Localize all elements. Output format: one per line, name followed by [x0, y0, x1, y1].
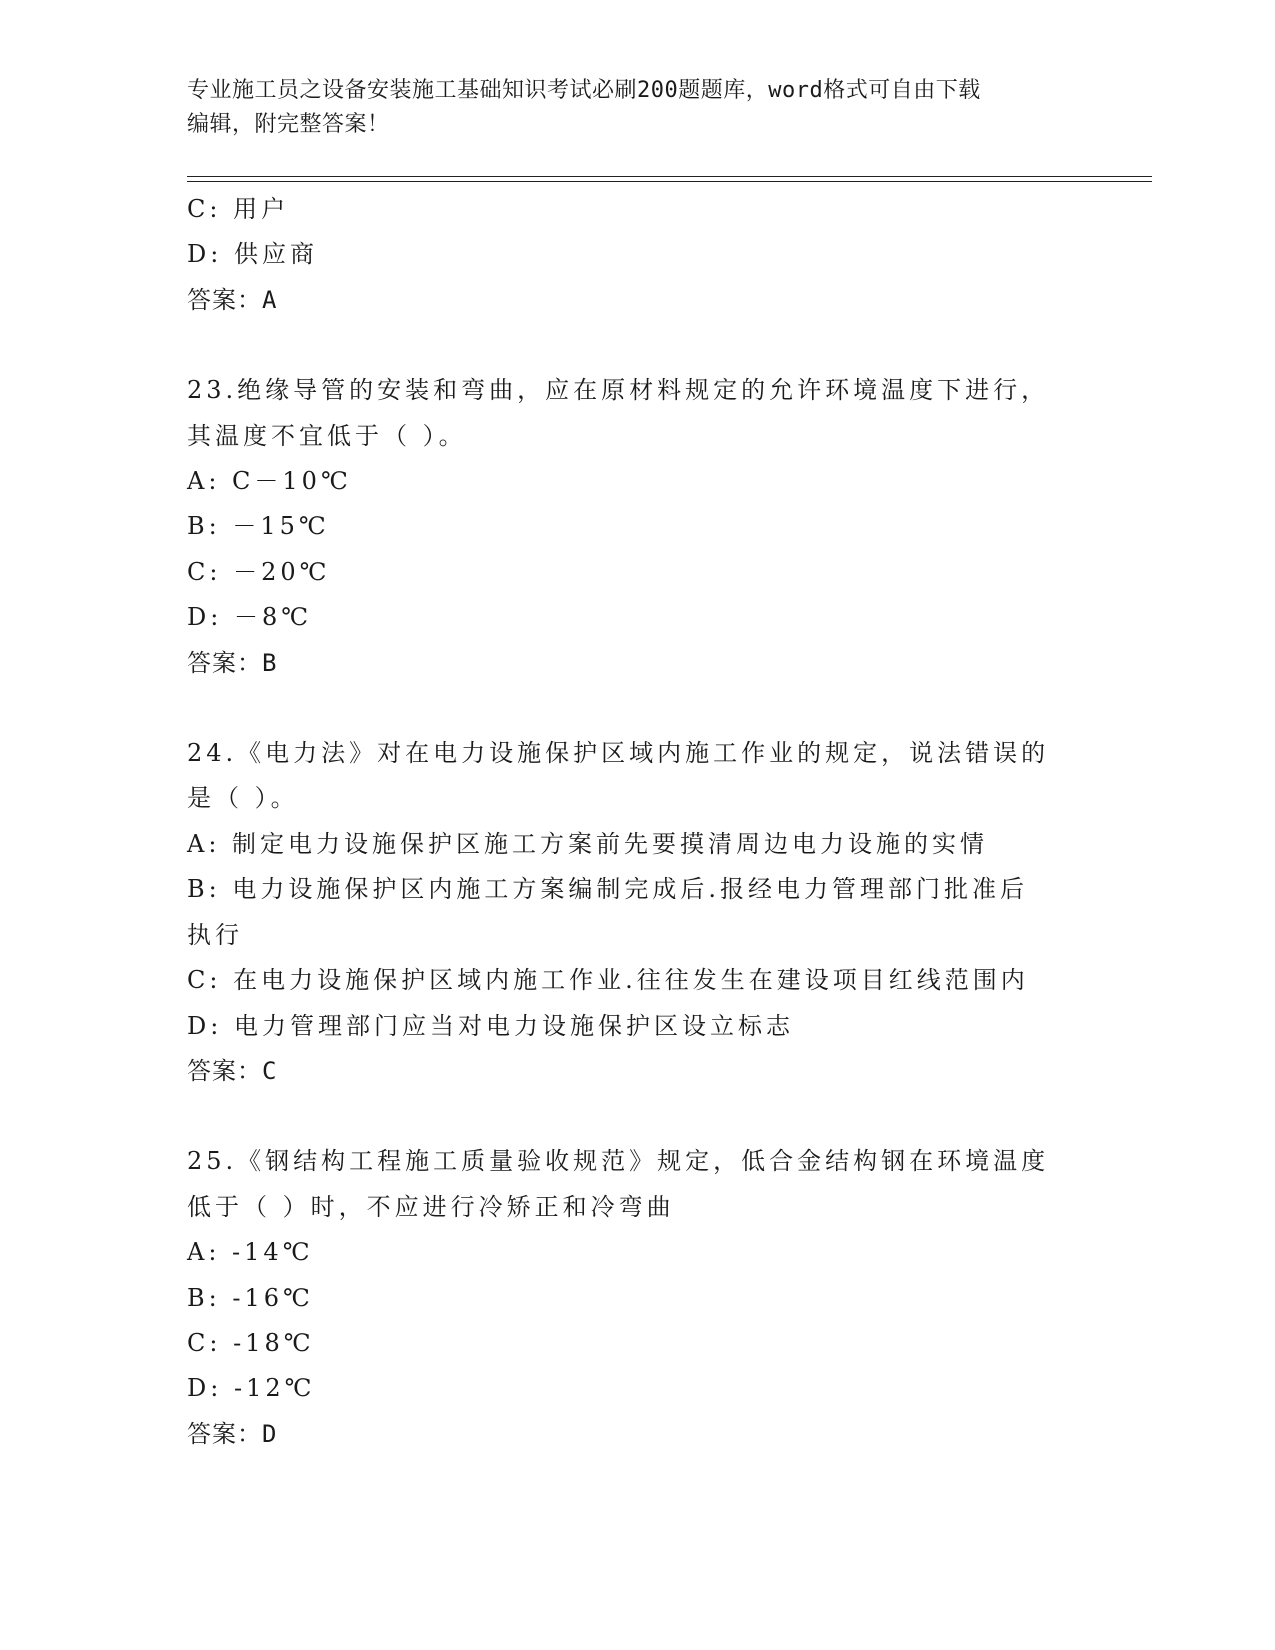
option-b-continued: 执行 [187, 920, 243, 949]
question-stem-continued: 是（ ）。 [187, 784, 299, 813]
option-b: B: 电力设施保护区内施工方案编制完成后.报经电力管理部门批准后 [187, 875, 1028, 904]
option-d: D: －8℃ [187, 603, 313, 632]
question-stem-continued: 其温度不宜低于（ ）。 [187, 421, 467, 450]
question-stem: 24.《电力法》对在电力设施保护区域内施工作业的规定，说法错误的 [187, 739, 1050, 768]
option-b: B: －15℃ [187, 512, 330, 541]
question-stem-continued: 低于（ ）时，不应进行冷矫正和冷弯曲 [187, 1192, 675, 1221]
header-line-2: 编辑，附完整答案！ [187, 112, 390, 137]
header-divider-top [187, 176, 1152, 177]
question-25 [187, 1139, 1067, 1457]
answer: 答案：C [187, 1056, 278, 1085]
option-d: D: -12℃ [187, 1374, 316, 1403]
option-c: C: -18℃ [187, 1328, 315, 1357]
option-d: D: 供应商 [187, 240, 318, 269]
answer: 答案：D [187, 1419, 278, 1448]
header-line-1: 专业施工员之设备安装施工基础知识考试必刷200题题库，word格式可自由下载 [187, 78, 981, 103]
header-divider-bottom [187, 181, 1152, 182]
option-a: A: C－10℃ [187, 467, 352, 496]
question-22-tail [187, 187, 1067, 323]
option-c: C: 用户 [187, 195, 290, 223]
option-d: D: 电力管理部门应当对电力设施保护区设立标志 [187, 1011, 794, 1040]
option-a: A: 制定电力设施保护区施工方案前先要摸清周边电力设施的实情 [187, 829, 989, 858]
option-c: C: －20℃ [187, 557, 331, 586]
question-stem: 25.《钢结构工程施工质量验收规范》规定，低合金结构钢在环境温度 [187, 1147, 1050, 1176]
answer: 答案：B [187, 648, 278, 677]
document-body [187, 187, 1067, 1457]
question-stem: 23.绝缘导管的安装和弯曲，应在原材料规定的允许环境温度下进行， [187, 376, 1050, 405]
question-24 [187, 731, 1067, 1094]
option-c: C: 在电力设施保护区域内施工作业.往往发生在建设项目红线范围内 [187, 966, 1029, 995]
option-a: A: -14℃ [187, 1238, 314, 1267]
answer: 答案：A [187, 285, 278, 314]
option-b: B: -16℃ [187, 1283, 314, 1312]
page-header [187, 74, 1067, 142]
question-23 [187, 368, 1067, 686]
